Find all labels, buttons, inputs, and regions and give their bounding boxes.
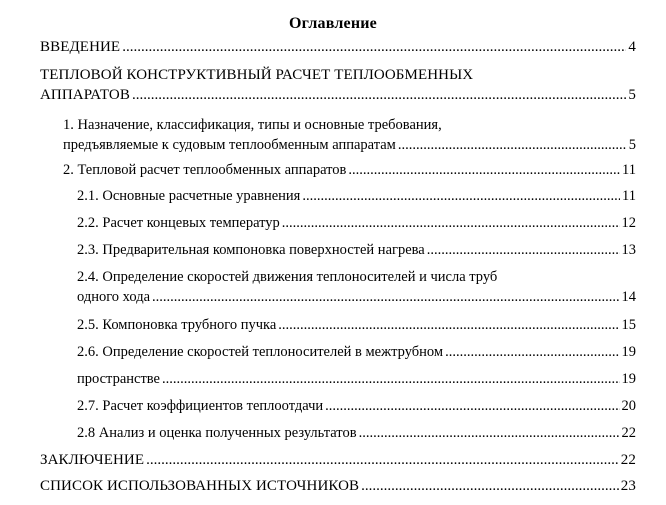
toc-page-number: 13 — [621, 242, 636, 258]
toc-entry-section-2-2[interactable] — [77, 214, 636, 232]
toc-entry-text-continued: АППАРАТОВ — [40, 87, 130, 103]
toc-entry-text: 2.5. Компоновка трубного пучка — [77, 317, 277, 333]
toc-leader-dots — [359, 424, 620, 442]
toc-entry-thermal-design[interactable] — [40, 66, 636, 104]
toc-page-number: 4 — [628, 39, 636, 55]
toc-page-number: 12 — [621, 215, 636, 231]
toc-leader-dots — [278, 316, 619, 334]
toc-entry-section-1[interactable] — [63, 116, 636, 154]
toc-entry-section-2-1[interactable] — [77, 187, 636, 205]
toc-entry-text: 2.6. Определение скоростей теплоносителей в межтрубном — [77, 344, 444, 360]
toc-entry-introduction[interactable] — [40, 38, 636, 56]
toc-title: Оглавление — [289, 15, 377, 32]
toc-entry-text: пространстве — [77, 371, 160, 387]
toc-entry-section-2-3[interactable] — [77, 241, 636, 259]
toc-page-number: 19 — [621, 371, 636, 387]
toc-entry-text: ЗАКЛЮЧЕНИЕ — [40, 452, 145, 468]
toc-page-number: 15 — [621, 317, 636, 333]
toc-leader-dots — [427, 241, 620, 259]
toc-page-number: 23 — [620, 478, 636, 494]
toc-leader-dots — [282, 214, 620, 232]
toc-entry-text: 2. Тепловой расчет теплообменных аппаратов — [63, 162, 347, 178]
toc-entry-text: 2.2. Расчет концевых температур — [77, 215, 280, 231]
toc-leader-dots — [302, 187, 620, 205]
toc-entry-section-2-8[interactable] — [77, 424, 636, 442]
toc-entry-text: 2.4. Определение скоростей движения теплоносителей и числа труб — [77, 269, 498, 285]
toc-entry-section-2-6[interactable] — [77, 343, 636, 361]
toc-entry-text: 2.3. Предварительная компоновка поверхностей нагрева — [77, 242, 425, 258]
toc-entry-conclusion[interactable] — [40, 451, 636, 469]
toc-entry-text-continued: одного хода — [77, 289, 151, 305]
toc-entry-section-2-5[interactable] — [77, 316, 636, 334]
toc-leader-dots — [398, 136, 627, 154]
toc-entry-text: СПИСОК ИСПОЛЬЗОВАННЫХ ИСТОЧНИКОВ — [40, 478, 360, 494]
toc-entry-text: 2.8 Анализ и оценка полученных результатов — [77, 425, 357, 441]
toc-entry-section-2-6-continued[interactable] — [77, 370, 636, 388]
toc-entry-references[interactable] — [40, 477, 636, 495]
toc-page-number: 14 — [621, 289, 636, 305]
toc-page-number: 22 — [620, 452, 636, 468]
toc-entry-text-continued: предъявляемые к судовым теплообменным аппаратам — [63, 137, 396, 153]
toc-leader-dots — [122, 38, 626, 56]
toc-entry-text: 1. Назначение, классификация, типы и основные требования, — [63, 117, 442, 133]
toc-entry-section-2[interactable] — [63, 161, 636, 179]
toc-leader-dots — [325, 397, 619, 415]
toc-page-number: 19 — [621, 344, 636, 360]
toc-leader-dots — [445, 343, 619, 361]
toc-leader-dots — [152, 288, 619, 306]
toc-page-number: 5 — [628, 87, 636, 103]
toc-entry-text: ТЕПЛОВОЙ КОНСТРУКТИВНЫЙ РАСЧЕТ ТЕПЛООБМЕННЫХ — [40, 67, 474, 83]
toc-entry-text: 2.7. Расчет коэффициентов теплоотдачи — [77, 398, 324, 414]
toc-entry-text: 2.1. Основные расчетные уравнения — [77, 188, 301, 204]
toc-leader-dots — [162, 370, 620, 388]
toc-leader-dots — [348, 161, 620, 179]
toc-leader-dots — [361, 477, 619, 495]
toc-page-number: 20 — [621, 398, 636, 414]
toc-entry-section-2-4[interactable] — [77, 268, 636, 306]
toc-entry-text: ВВЕДЕНИЕ — [40, 39, 121, 55]
toc-entry-section-2-7[interactable] — [77, 397, 636, 415]
toc-leader-dots — [146, 451, 619, 469]
toc-page-number: 5 — [628, 137, 636, 153]
toc-leader-dots — [132, 86, 626, 104]
toc-page-number: 11 — [622, 188, 636, 204]
toc-page-number: 22 — [621, 425, 636, 441]
toc-page-number: 11 — [622, 162, 636, 178]
